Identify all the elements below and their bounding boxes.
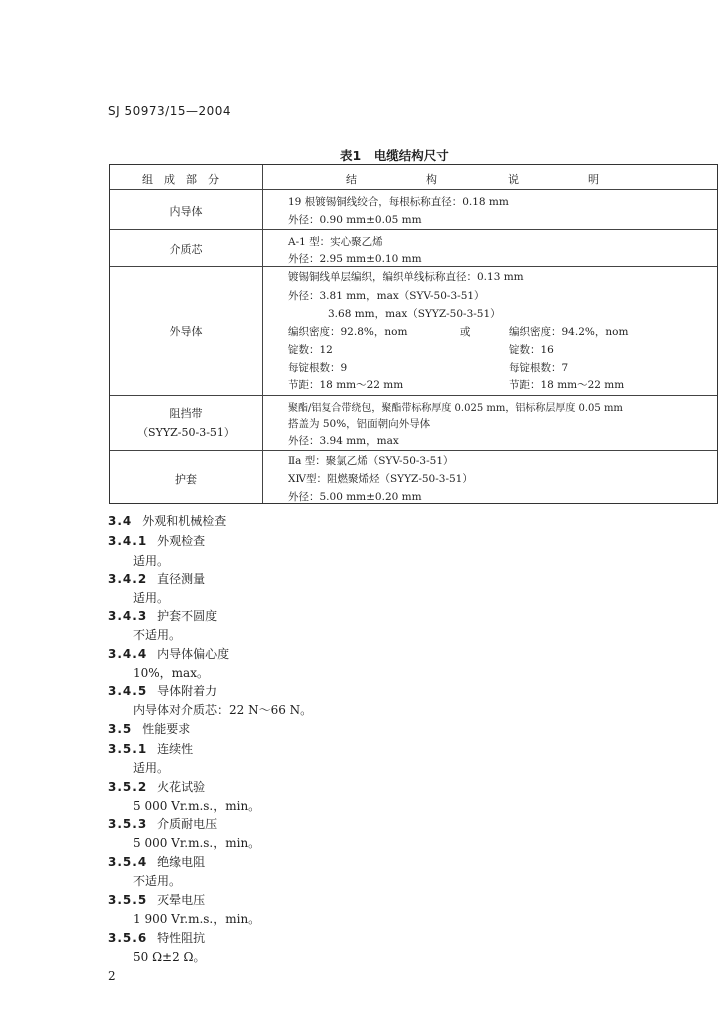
row-divider bbox=[110, 266, 717, 267]
section-heading: 3.4.1 外观检查 bbox=[108, 534, 206, 548]
cell-text: A-1 型：实心聚乙烯 bbox=[288, 236, 383, 248]
cell-text: 聚酯/铝复合带绕包，聚酯带标称厚度 0.025 mm，铝标称层厚度 0.05 mm bbox=[288, 403, 623, 414]
cell-text: 锭数：12 bbox=[288, 344, 333, 356]
section-heading: 3.5.5 灭晕电压 bbox=[108, 893, 206, 907]
cell-text: 外径：3.94 mm，max bbox=[288, 435, 399, 447]
section-heading: 3.5.1 连续性 bbox=[108, 742, 194, 756]
section-heading: 3.4.3 护套不圆度 bbox=[108, 609, 218, 623]
cell-text: 锭数：16 bbox=[509, 344, 554, 356]
row-label-dielectric: 介质芯 bbox=[169, 243, 203, 256]
cell-text: 3.68 mm，max（SYYZ-50-3-51） bbox=[328, 308, 501, 320]
cell-text-or: 或 bbox=[460, 326, 471, 338]
cell-text: 节距：18 mm～22 mm bbox=[288, 379, 404, 391]
cell-text: 镀锡铜线单层编织，编织单线标称直径：0.13 mm bbox=[288, 271, 524, 283]
section-body: 适用。 bbox=[133, 554, 170, 568]
section-heading: 3.4.2 直径测量 bbox=[108, 572, 206, 586]
section-heading: 3.4 外观和机械检查 bbox=[108, 514, 227, 528]
row-divider bbox=[110, 395, 717, 396]
table-caption: 表1 电缆结构尺寸 bbox=[340, 148, 449, 163]
section-heading: 3.5 性能要求 bbox=[108, 722, 191, 736]
section-body: 5 000 Vr.m.s.，min。 bbox=[133, 836, 261, 850]
cell-text: 编织密度：92.8%，nom bbox=[288, 326, 408, 338]
row-divider bbox=[110, 189, 717, 190]
column-header-char: 说 bbox=[508, 173, 519, 186]
section-body: 10%，max。 bbox=[133, 666, 209, 680]
section-body: 1 900 Vr.m.s.，min。 bbox=[133, 912, 261, 926]
cell-text: 编织密度：94.2%，nom bbox=[509, 326, 629, 338]
cell-text: 19 根镀锡铜线绞合，每根标称直径：0.18 mm bbox=[288, 196, 509, 208]
document-id: SJ 50973/15—2004 bbox=[108, 104, 231, 118]
section-heading: 3.5.3 介质耐电压 bbox=[108, 817, 218, 831]
row-label-outer-conductor: 外导体 bbox=[169, 325, 203, 338]
cell-text: 节距：18 mm～22 mm bbox=[509, 379, 625, 391]
cell-text: 搭盖为 50%，铝面朝向外导体 bbox=[288, 418, 431, 430]
cell-text: 外径：2.95 mm±0.10 mm bbox=[288, 253, 422, 265]
cell-text: Ⅱa 型：聚氯乙烯（SYV-50-3-51） bbox=[288, 455, 454, 467]
column-header-char: 构 bbox=[426, 173, 437, 186]
cable-structure-table bbox=[109, 164, 718, 504]
column-header-char: 明 bbox=[588, 173, 599, 186]
page-number: 2 bbox=[108, 969, 116, 983]
column-header-char: 结 bbox=[346, 173, 357, 186]
section-heading: 3.5.4 绝缘电阻 bbox=[108, 855, 206, 869]
section-body: 内导体对介质芯：22 N～66 N。 bbox=[133, 703, 313, 717]
section-body: 适用。 bbox=[133, 761, 170, 775]
section-heading: 3.4.5 导体附着力 bbox=[108, 684, 218, 698]
cell-text: 外径：0.90 mm±0.05 mm bbox=[288, 214, 422, 226]
cell-text: 每锭根数：9 bbox=[288, 362, 348, 374]
section-heading: 3.4.4 内导体偏心度 bbox=[108, 647, 230, 661]
column-divider bbox=[262, 165, 263, 503]
cell-text: 每锭根数：7 bbox=[509, 362, 569, 374]
section-body: 5 000 Vr.m.s.，min。 bbox=[133, 799, 261, 813]
row-divider bbox=[110, 450, 717, 451]
row-divider bbox=[110, 229, 717, 230]
column-header-component: 组 成 部 分 bbox=[142, 173, 219, 186]
row-label-barrier-tape: 阻挡带 bbox=[169, 407, 203, 420]
cell-text: 外径：3.81 mm，max（SYV-50-3-51） bbox=[288, 290, 485, 302]
section-body: 不适用。 bbox=[133, 874, 182, 888]
cell-text: 外径：5.00 mm±0.20 mm bbox=[288, 491, 422, 503]
cell-text: XⅣ型：阻燃聚烯烃（SYYZ-50-3-51） bbox=[288, 473, 473, 485]
section-body: 50 Ω±2 Ω。 bbox=[133, 950, 206, 964]
section-body: 适用。 bbox=[133, 591, 170, 605]
row-label-barrier-tape-model: （SYYZ-50-3-51） bbox=[137, 426, 235, 439]
row-label-jacket: 护套 bbox=[175, 473, 197, 486]
section-body: 不适用。 bbox=[133, 628, 182, 642]
section-heading: 3.5.6 特性阻抗 bbox=[108, 931, 206, 945]
section-heading: 3.5.2 火花试验 bbox=[108, 780, 206, 794]
row-label-inner-conductor: 内导体 bbox=[169, 205, 203, 218]
